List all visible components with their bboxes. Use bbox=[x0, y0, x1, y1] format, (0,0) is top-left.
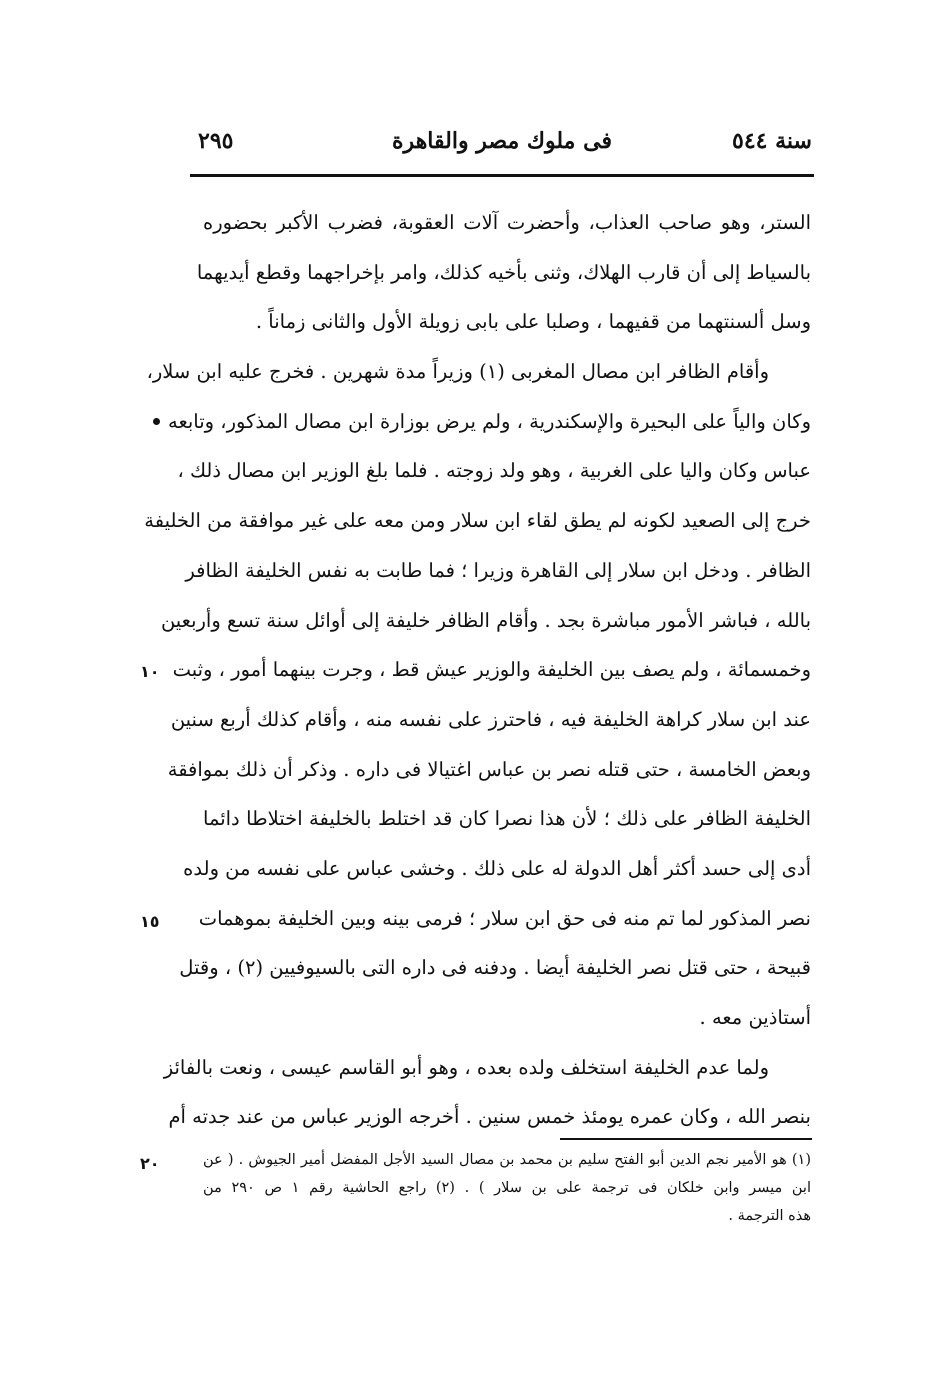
footnote-line: هذه الترجمة . bbox=[728, 1208, 811, 1224]
footnote-line: (١) هو الأمير نجم الدين أبو الفتح سليم بن محمد بن مصال السيد الأجل المفضل أمير الجيوش . ( عن bbox=[203, 1152, 811, 1168]
text-line: عباس وكان واليا على الغربية ، وهو ولد زوجته . فلما بلغ الوزير ابن مصال ذلك ، bbox=[177, 459, 811, 483]
text-line: نصر المذكور لما تم منه فى حق ابن سلار ؛ فرمى بينه وبين الخليفة بموهمات bbox=[198, 906, 811, 930]
text-line: عند ابن سلار كراهة الخليفة فيه ، فاحترز على نفسه منه ، وأقام كذلك أربع سنين bbox=[170, 707, 811, 731]
footnote-line: ابن ميسر وابن خلكان فى ترجمة على بن سلار ) . (٢) راجع الحاشية رقم ١ ص ٢٩٠ من bbox=[203, 1180, 811, 1196]
line-number-15: ١٥ bbox=[140, 912, 160, 931]
text-line: قبيحة ، حتى قتل نصر الخليفة أيضا . ودفنه فى داره التى بالسيوفيين (٢) ، وقتل bbox=[179, 956, 811, 980]
page-number: ٢٩٥ bbox=[198, 128, 234, 154]
text-line: وأقام الظافر ابن مصال المغربى (١) وزيراً مدة شهرين . فخرج عليه ابن سلار، bbox=[146, 360, 769, 384]
text-line: وكان والياً على البحيرة والإسكندرية ، ولم يرض بوزارة ابن مصال المذكور، وتابعه bbox=[168, 409, 811, 433]
line-number-10: ١٠ bbox=[140, 662, 160, 681]
header-title: فى ملوك مصر والقاهرة bbox=[392, 128, 612, 154]
text-line: وبعض الخامسة ، حتى قتله نصر بن عباس اغتيالا فى داره . وذكر أن ذلك بموافقة bbox=[167, 757, 811, 781]
footnote-rule bbox=[560, 1138, 812, 1140]
text-line: بالله ، فباشر الأمور مباشرة بجد . وأقام الظافر خليفة إلى أوائل سنة تسع وأربعين bbox=[160, 608, 811, 632]
text-line: بالسياط إلى أن قارب الهلاك، وثنى بأخيه كذلك، وامر بإخراجهما وقطع أيديهما bbox=[196, 260, 811, 284]
text-line: خرج إلى الصعيد لكونه لم يطق لقاء ابن سلار ومن معه على غير موافقة من الخليفة bbox=[144, 509, 811, 533]
text-line: وسل ألسنتهما من قفيهما ، وصلبا على بابى زويلة الأول والثانى زماناً . bbox=[255, 310, 811, 334]
text-line: الخليفة الظافر على ذلك ؛ لأن هذا نصرا كان قد اختلط بالخليفة اختلاطا دائما bbox=[203, 807, 811, 831]
margin-dot-mark bbox=[153, 418, 160, 425]
text-line: بنصر الله ، وكان عمره يومئذ خمس سنين . أخرجه الوزير عباس من عند جدته أم bbox=[168, 1105, 811, 1129]
header-rule bbox=[190, 174, 814, 177]
text-line: الستر، وهو صاحب العذاب، وأحضرت آلات العقوبة، فضرب الأكبر بحضوره bbox=[203, 211, 811, 234]
text-line: أدى إلى حسد أكثر أهل الدولة له على ذلك . وخشى عباس على نفسه من ولده bbox=[183, 856, 811, 880]
footnotes bbox=[203, 1146, 811, 1230]
running-header bbox=[192, 128, 812, 168]
text-line: أستاذين معه . bbox=[699, 1006, 811, 1029]
text-line: الظافر . ودخل ابن سلار إلى القاهرة وزيرا ؛ فما طابت به نفس الخليفة الظافر bbox=[185, 558, 811, 582]
header-year: سنة ٥٤٤ bbox=[732, 128, 812, 154]
line-number-20: ٢٠ bbox=[140, 1154, 160, 1173]
text-line: وخمسمائة ، ولم يصف بين الخليفة والوزير عيش قط ، وجرت بينهما أمور ، وثبت bbox=[172, 658, 811, 682]
text-line: ولما عدم الخليفة استخلف ولده بعده ، وهو أبو القاسم عيسى ، ونعت بالفائز bbox=[163, 1055, 769, 1079]
